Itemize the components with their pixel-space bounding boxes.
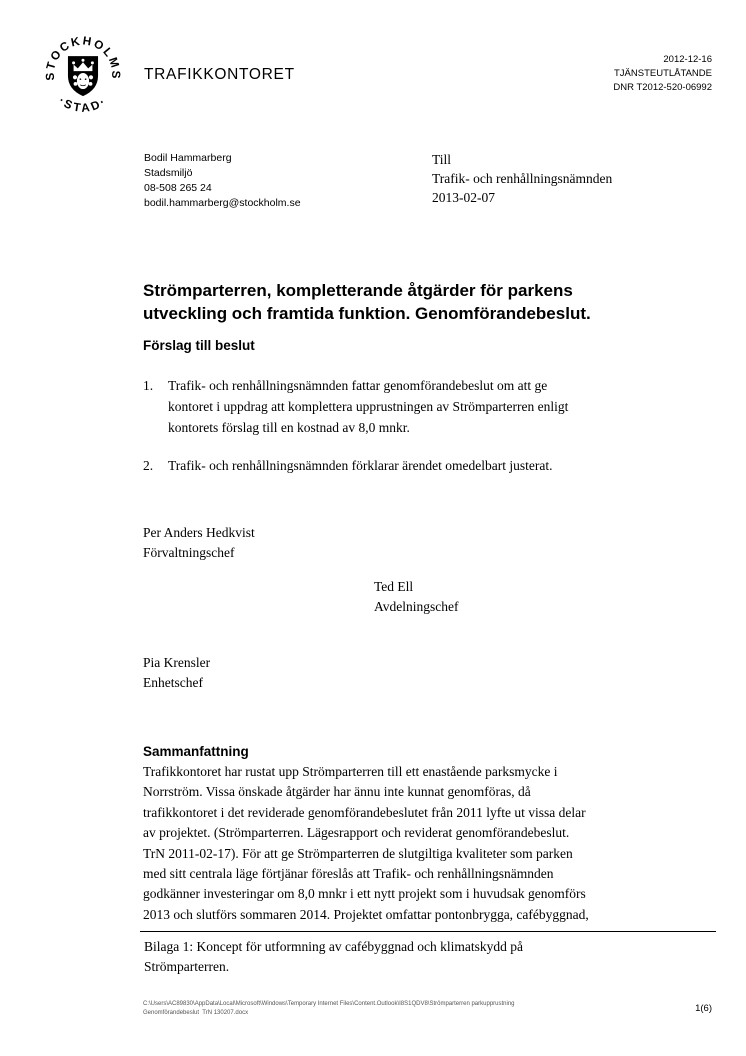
proposal-item <box>143 455 643 476</box>
logo-crown-pearl <box>91 61 94 64</box>
document-title: Strömparterren, kompletterande åtgärder för parkens utveckling och framtida funktion. Genomförandebeslut. <box>143 281 591 323</box>
logo-crown-pearl <box>72 61 75 64</box>
signature-name: Ted Ell <box>374 579 414 594</box>
contact-email: bodil.hammarberg@stockholm.se <box>144 197 301 209</box>
recipient-label: Till <box>432 152 452 167</box>
recipient-name: Trafik- och renhållningsnämnden <box>432 171 613 186</box>
logo-hair-curl <box>89 82 93 86</box>
page-number: 1(6) <box>695 1003 712 1014</box>
contact-block <box>144 151 301 211</box>
summary-body: Trafikkontoret har rustat upp Strömparterren till ett enastående parksmycke i Norrström. Vissa önskade åtgärder har ännu inte kunnat genomföras, då trafikkontoret i det reviderade genomförandebeslutet från 2011 lyfte ut vissa delar av projektet. (Strömparterren. Lägesrapport och reviderat genomförandebeslut. TrN 2011-02-17). För att ge Strömparterren de slutgiltiga kvaliteter som parken med sitt centrala läge förtjänar föreslås att Trafik- och renhållningsnämnden godkänner investeringar om 8,0 mnkr i ett nytt projekt som i huvudsak genomförs 2013 och slutförs sommaren 2014. Projektet omfattar pontonbrygga, cafébyggnad, <box>143 764 589 922</box>
proposal-heading: Förslag till beslut <box>143 338 255 353</box>
summary-heading: Sammanfattning <box>143 744 249 759</box>
logo-ring-bottom-text: ·STAD· <box>56 94 110 116</box>
logo-eye <box>85 78 87 80</box>
signature-block <box>143 523 255 562</box>
signature-title: Förvaltningschef <box>143 544 235 560</box>
meta-dnr: DNR T2012-520-06992 <box>613 82 712 93</box>
recipient-block <box>432 150 612 207</box>
logo-eye <box>80 78 82 80</box>
item-text: Trafik- och renhållningsnämnden fattar genomförandebeslut om att ge kontoret i uppdrag att komplettera upprustningen av Strömparterren enligt kontorets förslag till en kostnad av 8,0 mnkr. <box>168 378 569 435</box>
item-text: Trafik- och renhållningsnämnden förklarar ärendet omedelbart justerat. <box>168 458 553 473</box>
logo-face <box>77 73 89 89</box>
attachment-note: Bilaga 1: Koncept för utformning av cafébyggnad och klimatskydd på Strömparterren. <box>140 931 716 977</box>
contact-phone: 08-508 265 24 <box>144 182 212 194</box>
document-meta <box>613 53 712 95</box>
logo-ring-top-text: STOCKHOLMS <box>43 34 123 81</box>
signature-block <box>374 577 458 616</box>
stockholm-stad-logo <box>36 27 130 121</box>
logo-hair-curl <box>74 82 78 86</box>
logo-hair-curl <box>89 75 93 79</box>
signature-title: Avdelningschef <box>374 598 459 614</box>
logo-hair-curl <box>73 75 77 79</box>
logo-crown-pearl <box>81 59 84 62</box>
contact-name: Bodil Hammarberg <box>144 152 232 164</box>
signature-title: Enhetschef <box>143 674 203 690</box>
signature-name: Pia Krensler <box>143 655 211 670</box>
meta-date: 2012-12-16 <box>663 54 712 65</box>
footer-file-path: C:\Users\AC89830\AppData\Local\Microsoft\Windows\Temporary Internet Files\Content.Outlook\I8S1QDV8\Strömparterren parkupprustning Genomförandebeslut TrN 130207.docx <box>143 1001 515 1016</box>
signature-name: Per Anders Hedkvist <box>143 525 255 540</box>
recipient-date: 2013-02-07 <box>432 190 495 205</box>
proposal-item <box>143 375 643 438</box>
proposal-list <box>143 375 643 476</box>
meta-doc-type: TJÄNSTEUTLÅTANDE <box>613 68 712 79</box>
item-number: 1. <box>143 378 154 393</box>
org-name: TRAFIKKONTORET <box>144 66 295 83</box>
signature-block <box>143 653 210 692</box>
item-number: 2. <box>143 458 154 473</box>
contact-unit: Stadsmiljö <box>144 167 193 179</box>
